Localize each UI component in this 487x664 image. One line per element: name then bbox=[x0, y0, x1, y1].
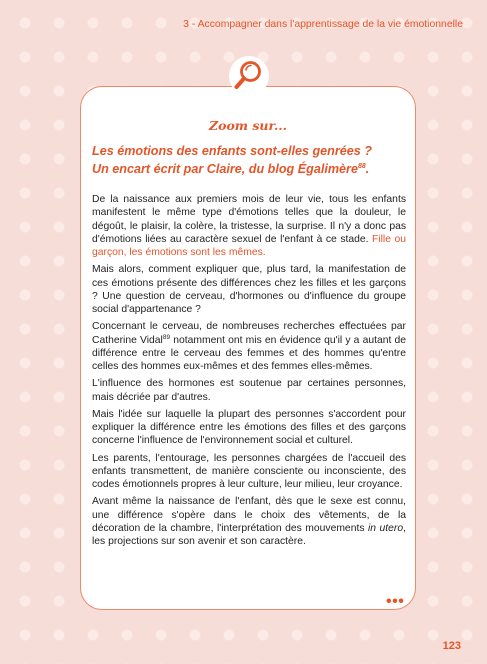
paragraph-7-text-a: Avant même la naissance de l'enfant, dès que le sexe est connu, une différence s'opère dans le choix des vêtements, de la décoration de la chambre, l'interprétation des mouvements bbox=[92, 496, 406, 534]
box-body bbox=[92, 193, 406, 552]
paragraph-3-text-b: notamment ont mis en évidence qu'il y a autant de différence entre le cerveau des femmes et des hommes qu'entre celles des hommes eux-mêmes et des femmes elles-mêmes. bbox=[92, 334, 406, 372]
footnote-ref-88: 88 bbox=[357, 163, 366, 170]
headline-author-line bbox=[92, 159, 407, 177]
paragraph-1-highlight: Fille ou garçon, les émotions sont les mêmes. bbox=[92, 233, 406, 258]
footnote-ref-89: 89 bbox=[162, 333, 171, 341]
page-number: 123 bbox=[442, 640, 461, 652]
paragraph-3-text-a: Concernant le cerveau, de nombreuses recherches effectuées par Catherine Vidal bbox=[92, 321, 406, 346]
paragraph-4: L'influence des hormones est soutenue par certaines personnes, mais décriée par d'autres. bbox=[92, 378, 406, 403]
paragraph-5: Mais l'idée sur laquelle la plupart des personnes s'accordent pour expliquer la différence entre les émotions des filles et des garçons concerne l'influence de l'environnement social et culturel. bbox=[92, 408, 406, 447]
paragraph-2: Mais alors, comment expliquer que, plus tard, la manifestation de ces émotions présente des différences chez les filles et les garçons ? Une question de cerveau, d'hormones ou d'influence du groupe social d'appartenance ? bbox=[92, 264, 406, 315]
paragraph-7-text-b: , les projections sur son avenir et son caractère. bbox=[92, 522, 406, 547]
paragraph-3 bbox=[92, 320, 406, 373]
paragraph-1 bbox=[92, 193, 406, 259]
headline-author: Un encart écrit par Claire, du blog Égalimère bbox=[92, 162, 358, 176]
paragraph-7-italic: in utero bbox=[367, 522, 404, 534]
continuation-marker: ••• bbox=[386, 593, 405, 610]
paragraph-6: Les parents, l'entourage, les personnes chargées de l'accueil des enfants transmettent, de manière consciente ou inconsciente, des codes émotionnels propres à leur culture, leur milieu, leur croyance. bbox=[92, 452, 406, 490]
headline-question: Les émotions des enfants sont-elles genrées ? bbox=[92, 144, 372, 158]
chapter-header: 3 - Accompagner dans l'apprentissage de la vie émotionnelle bbox=[183, 19, 463, 30]
headline-period: . bbox=[365, 162, 370, 176]
magnifier-icon bbox=[229, 56, 269, 96]
paragraph-7 bbox=[92, 495, 406, 548]
zoom-title: Zoom sur... bbox=[209, 118, 287, 133]
box-headline bbox=[92, 143, 407, 177]
paragraph-1-text: De la naissance aux premiers mois de leur vie, tous les enfants manifestent le même type d'émotions telles que la douleur, le dégoût, le plaisir, la colère, la tristesse, la surprise. Il n'y a donc pas d'émotions liées au caractère sexuel de l'enfant à ce stade. bbox=[92, 194, 406, 245]
